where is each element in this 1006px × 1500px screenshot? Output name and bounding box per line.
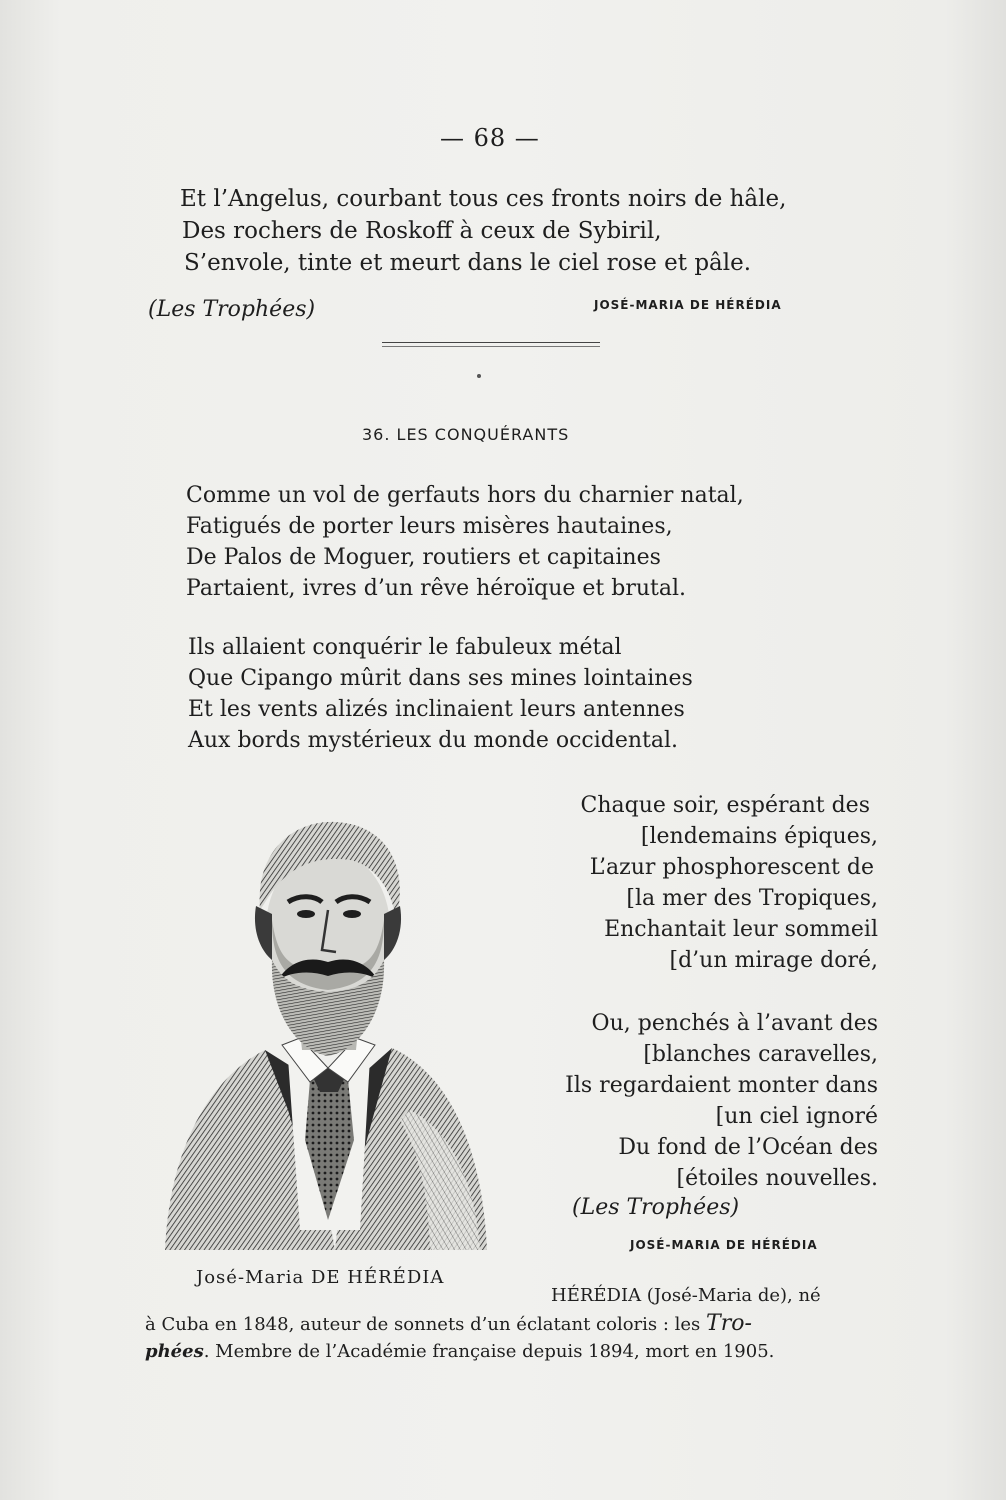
stanza-1 — [186, 480, 744, 604]
bio-line-3 — [145, 1338, 774, 1366]
top-author: JOSÉ-MARIA DE HÉRÉDIA — [594, 298, 782, 312]
poem-title: 36. LES CONQUÉRANTS — [362, 425, 570, 444]
stanza-4 — [565, 1008, 878, 1194]
verse-line: [un ciel ignoré — [715, 1104, 878, 1129]
verse-line: Des rochers de Roskoff à ceux de Sybiril, — [182, 218, 662, 244]
verse-line: Aux bords mystérieux du monde occidental. — [188, 728, 679, 753]
verse-line: [blanches caravelles, — [643, 1042, 878, 1067]
verse-line: Ils regardaient monter dans — [565, 1073, 878, 1098]
bio-line-2 — [145, 1310, 752, 1339]
author-portrait — [160, 810, 492, 1262]
page-number: — 68 — — [440, 124, 540, 152]
top-stanza — [180, 183, 786, 279]
verse-line: Comme un vol de gerfauts hors du charnier natal, — [186, 483, 744, 508]
top-source: (Les Trophées) — [148, 297, 316, 322]
bio-book-title: phées — [145, 1341, 204, 1362]
divider-dot — [477, 374, 481, 378]
bio-text: à Cuba en 1848, auteur de sonnets d’un éclatant coloris : les — [145, 1314, 707, 1335]
verse-line: Que Cipango mûrit dans ses mines lointaines — [188, 666, 693, 691]
verse-line: Ou, penchés à l’avant des — [591, 1011, 878, 1036]
poem-source: (Les Trophées) — [572, 1195, 740, 1220]
verse-line: De Palos de Moguer, routiers et capitaines — [186, 545, 661, 570]
verse-line: Enchantait leur sommeil — [604, 917, 878, 942]
verse-line: S’envole, tinte et meurt dans le ciel rose et pâle. — [184, 250, 752, 276]
verse-line: [étoiles nouvelles. — [676, 1166, 878, 1191]
verse-line: Ils allaient conquérir le fabuleux métal — [188, 635, 622, 660]
verse-line: Et l’Angelus, courbant tous ces fronts noirs de hâle, — [180, 186, 787, 212]
verse-line: [lendemains épiques, — [640, 824, 878, 849]
verse-line: Fatigués de porter leurs misères hautaines, — [186, 514, 673, 539]
bio-line-1: HÉRÉDIA (José-Maria de), né — [551, 1285, 821, 1306]
verse-line: Partaient, ivres d’un rêve héroïque et brutal. — [186, 576, 686, 601]
portrait-caption: José-Maria DE HÉRÉDIA — [196, 1267, 445, 1288]
stanza-2 — [188, 632, 693, 756]
verse-line: [la mer des Tropiques, — [626, 886, 878, 911]
verse-line: Et les vents alizés inclinaient leurs antennes — [188, 697, 685, 722]
verse-line: Chaque soir, espérant des — [580, 793, 870, 818]
bio-book-title: Tro- — [706, 1311, 752, 1336]
verse-line: [d’un mirage doré, — [669, 948, 878, 973]
verse-line: Du fond de l’Océan des — [618, 1135, 878, 1160]
section-divider — [382, 342, 600, 347]
stanza-3 — [581, 790, 878, 976]
poem-author: JOSÉ-MARIA DE HÉRÉDIA — [630, 1238, 818, 1252]
bio-text: . Membre de l’Académie française depuis 1894, mort en 1905. — [203, 1341, 775, 1362]
verse-line: L’azur phosphorescent de — [589, 855, 874, 880]
